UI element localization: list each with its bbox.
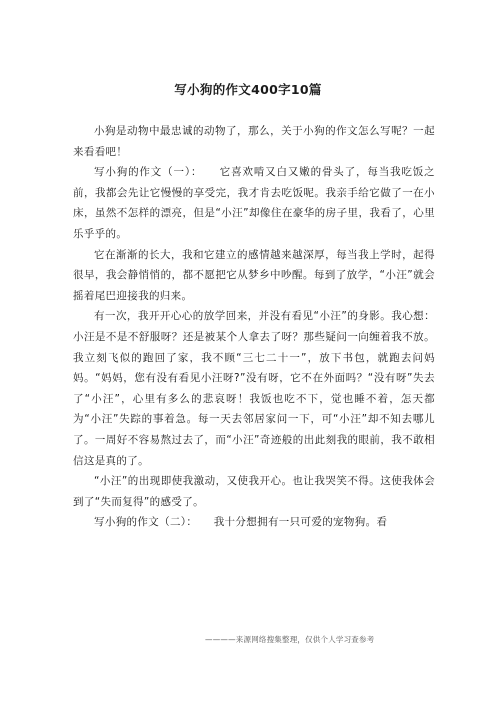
paragraph-reunion: “小汪”的出现即使我激动，又使我开心。也让我哭笑不得。这使我体会到了“失而复得”的感受了。 xyxy=(73,475,435,508)
paragraph-essay-two: 写小狗的作文（二）： 我十分想拥有一只可爱的宠物狗。看 xyxy=(94,516,388,529)
source-footer-note: ————来源网络搜集整理，仅供个人学习查参考 xyxy=(205,635,375,644)
paragraph-missing-dog: 有一次，我开开心心的放学回来，并没有看见“小汪”的身影。我心想：小汪是不是不舒服呀？还是被某个人拿去了呀？那些疑问一向缠着我不放。我立刻飞似的跑回了家，我不顾“三七二十一”，放下书包，就跑去问妈妈。“妈妈，您有没有看见小汪呀?”没有呀，它不在外面吗？“没有呀”失去了“小汪”，心里有多么的悲哀呀！我饭也吃不下，觉也睡不着，怎天都为“小汪”失踪的事着急。每一天去邻居家问一下，可“小汪”却不知去哪儿了。一周好不容易熬过去了，而“小汪”奇迹般的出此刻我的眼前，我不敢相信这是真的了。 xyxy=(73,310,435,467)
document-body xyxy=(73,121,435,533)
paragraph-growing-up: 它在渐渐的长大，我和它建立的感情越来越深厚，每当我上学时，起得很早，我会静悄悄的，都不愿把它从梦乡中吵醒。每到了放学，“小汪”就会摇着尾巴迎接我的归来。 xyxy=(73,248,435,302)
document-title: 写小狗的作文400字10篇 xyxy=(174,82,322,97)
paragraph-intro: 小狗是动物中最忠诚的动物了，那么，关于小狗的作文怎么写呢？一起来看看吧！ xyxy=(73,125,435,158)
paragraph-essay-one: 写小狗的作文（一）： 它喜欢啃又白又嫩的骨头了，每当我吃饭之前，我都会先让它慢慢的享受完，我才肯去吃饭呢。我亲手给它做了一在小床，虽然不怎样的漂亮，但是“小汪”却像住在豪华的房子里，我看了，心里乐乎乎的。 xyxy=(73,166,435,240)
